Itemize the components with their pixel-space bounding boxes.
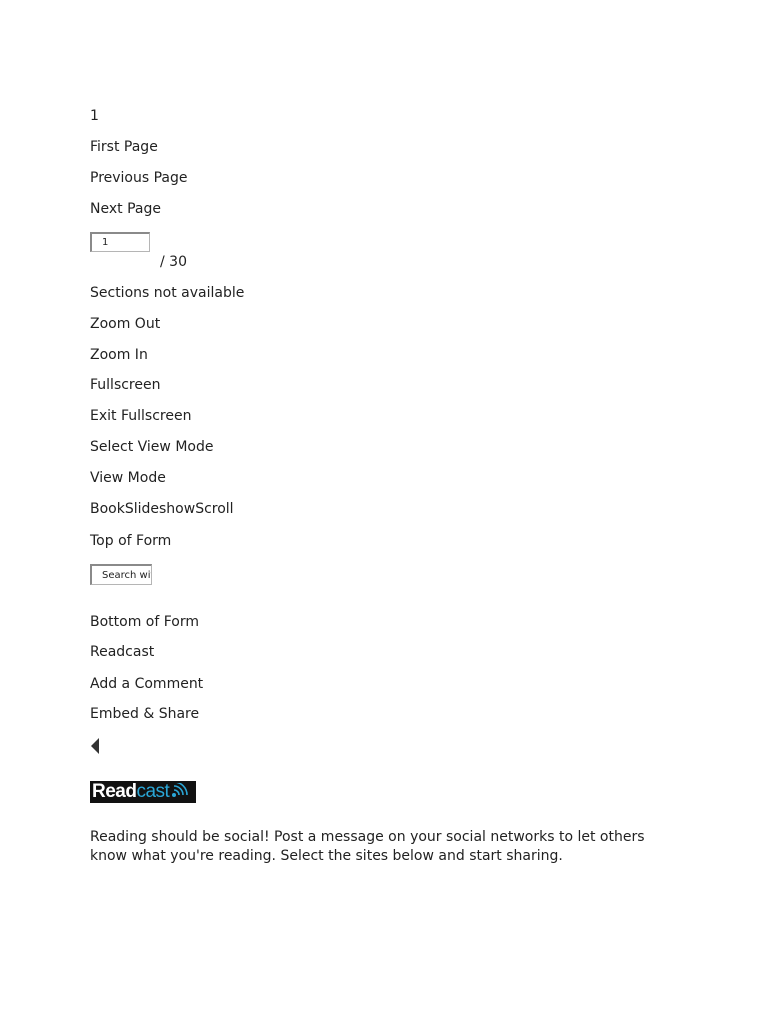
add-comment-button[interactable]: Add a Comment xyxy=(90,676,204,692)
logo-read-text: Read xyxy=(92,781,137,802)
zoom-out-button[interactable]: Zoom Out xyxy=(90,316,161,332)
sections-label: Sections not available xyxy=(90,285,245,301)
logo-cast-text: cast xyxy=(136,781,170,802)
first-page-button[interactable]: First Page xyxy=(90,139,158,155)
readcast-message: Reading should be social! Post a message on your social networks to let others know what you're reading. Select the sites below and start sharing. xyxy=(90,829,645,864)
bottom-of-form-label: Bottom of Form xyxy=(90,614,200,630)
page-number-input[interactable] xyxy=(90,232,150,252)
view-mode-options[interactable]: BookSlideshowScroll xyxy=(90,501,234,517)
page-total-label: / 30 xyxy=(160,254,187,270)
previous-page-button[interactable]: Previous Page xyxy=(90,170,188,186)
top-of-form-label: Top of Form xyxy=(90,533,172,549)
select-view-mode-button[interactable]: Select View Mode xyxy=(90,439,214,455)
current-page-label: 1 xyxy=(90,108,99,124)
broadcast-icon xyxy=(170,783,192,801)
search-input[interactable] xyxy=(90,564,152,585)
exit-fullscreen-button[interactable]: Exit Fullscreen xyxy=(90,408,192,424)
view-mode-label: View Mode xyxy=(90,470,166,486)
next-page-button[interactable]: Next Page xyxy=(90,201,161,217)
zoom-in-button[interactable]: Zoom In xyxy=(90,347,148,363)
readcast-button[interactable]: Readcast xyxy=(90,644,155,660)
embed-share-button[interactable]: Embed & Share xyxy=(90,706,200,722)
triangle-left-icon[interactable] xyxy=(90,738,100,754)
readcast-logo xyxy=(90,781,196,803)
fullscreen-button[interactable]: Fullscreen xyxy=(90,377,161,393)
